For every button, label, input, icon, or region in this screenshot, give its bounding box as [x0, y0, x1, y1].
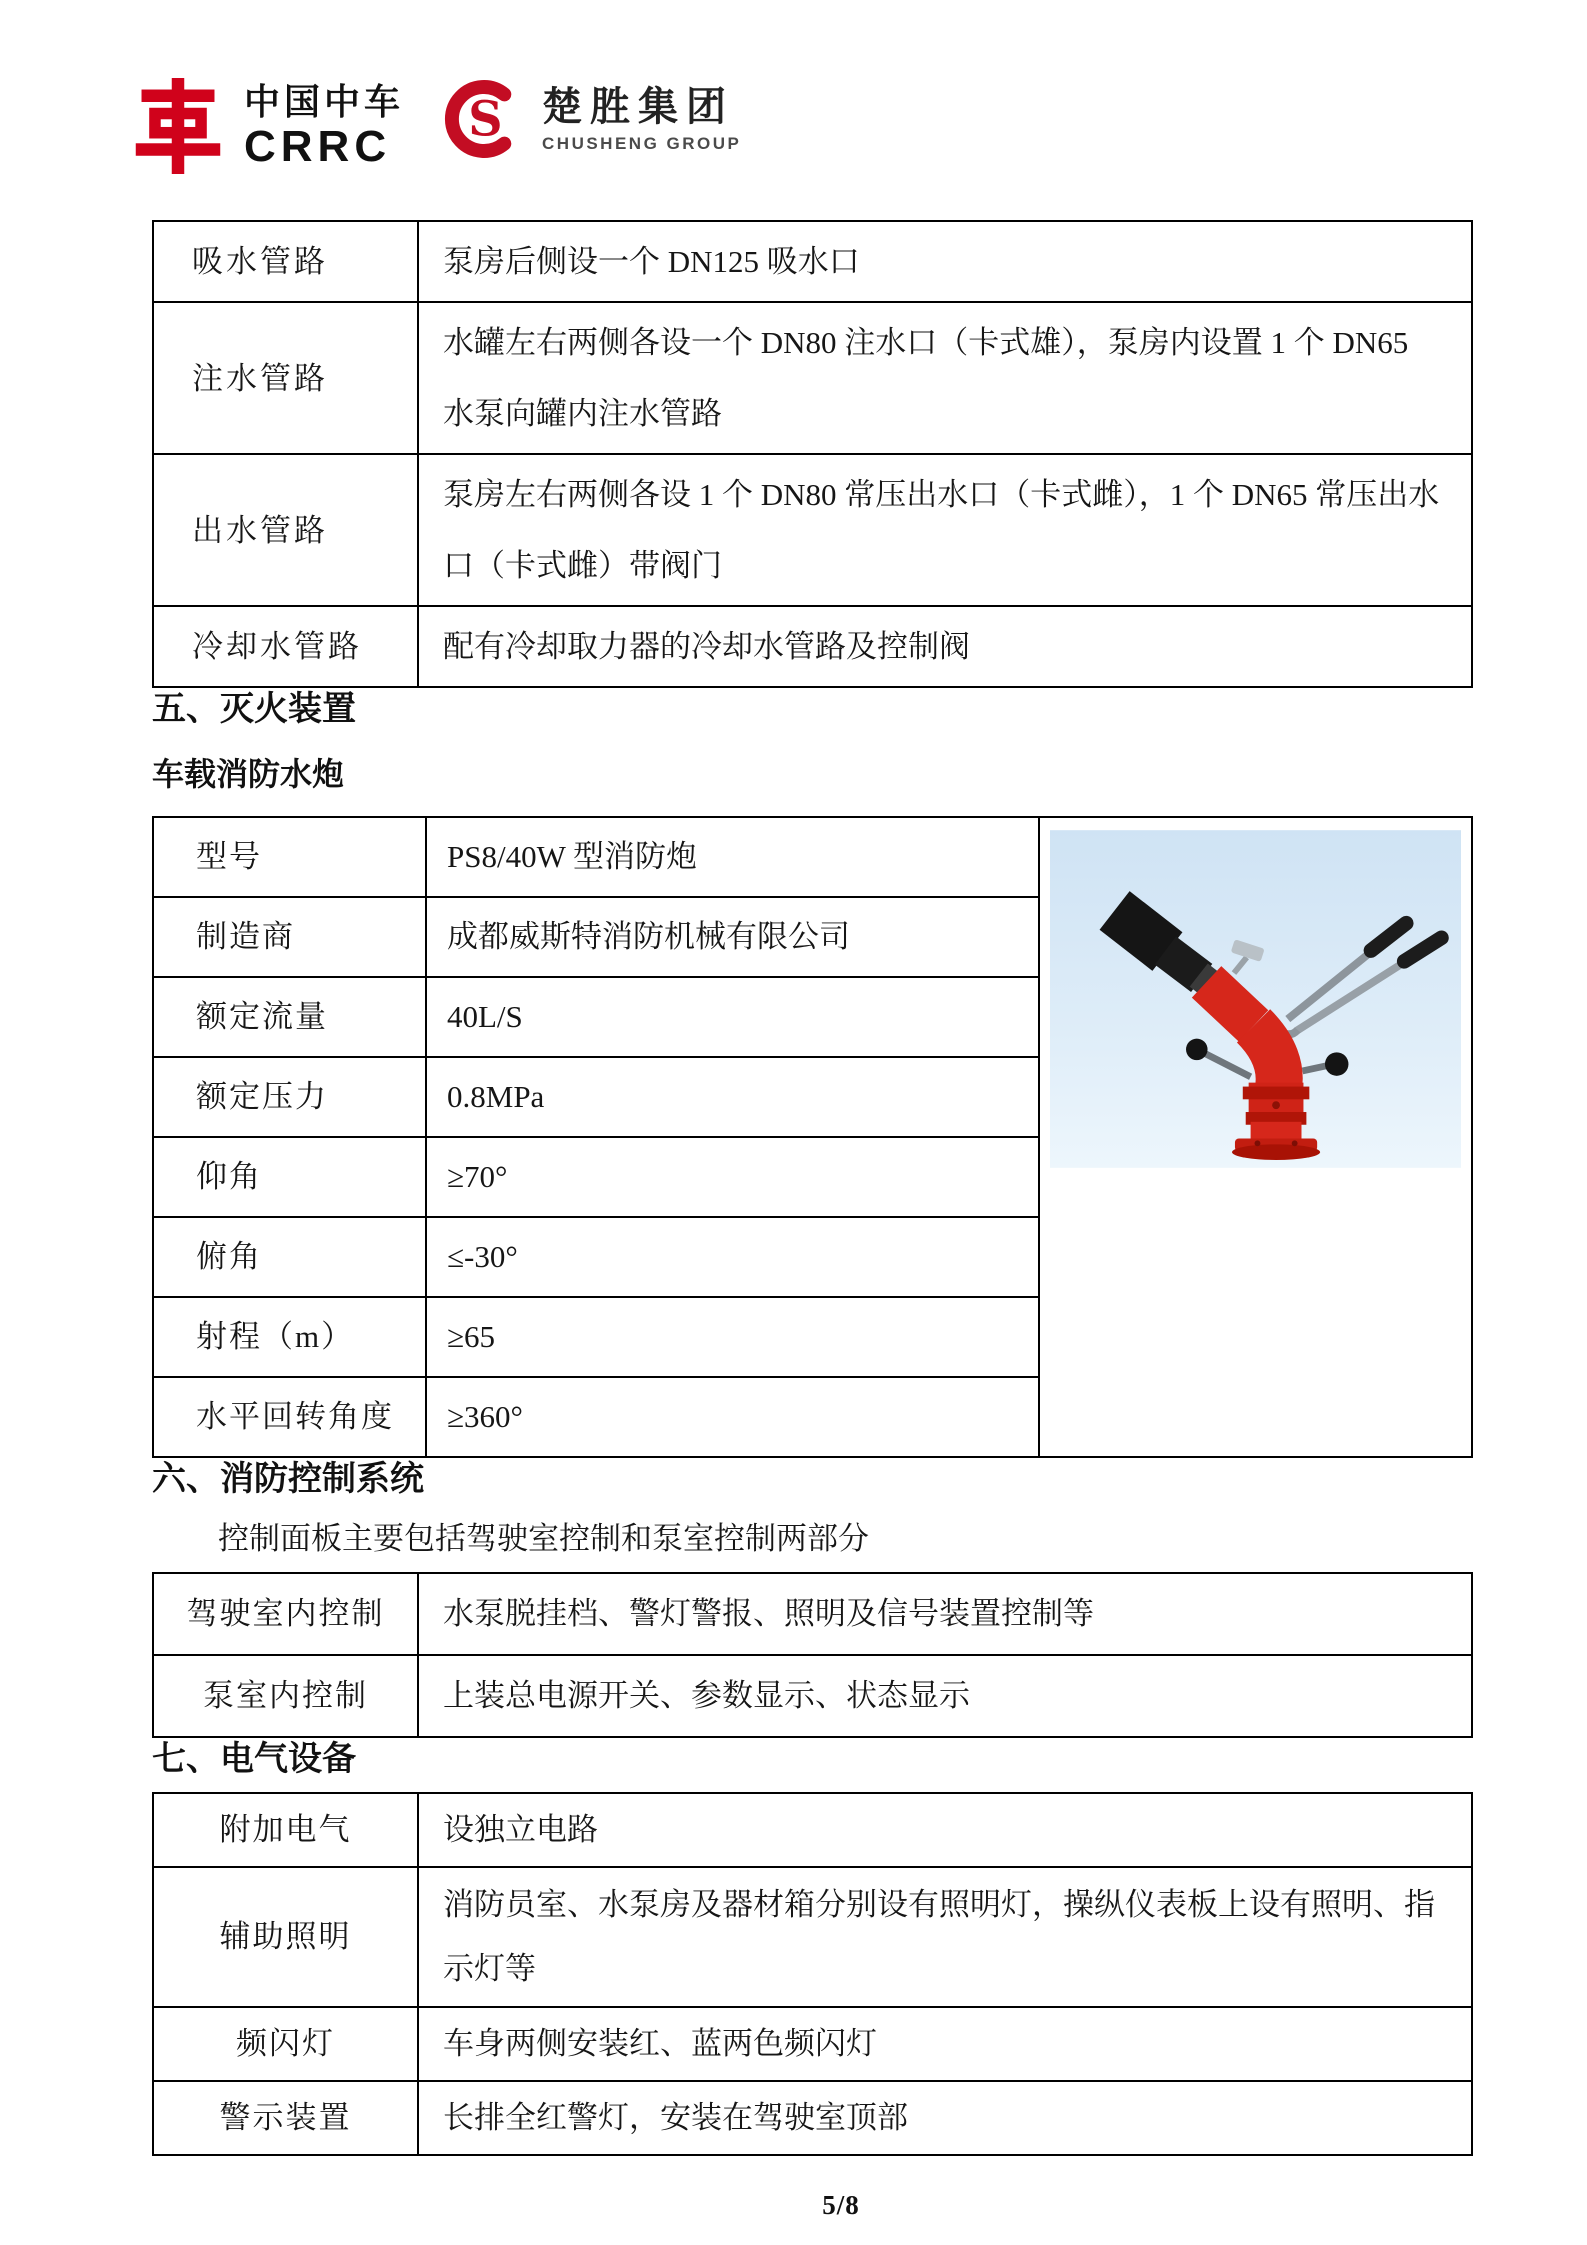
table-row: [153, 221, 1472, 302]
row-label: 仰角: [153, 1137, 426, 1217]
row-label: 型号: [153, 817, 426, 897]
row-label: 额定流量: [153, 977, 426, 1057]
row-label: 制造商: [153, 897, 426, 977]
row-value: ≥70°: [426, 1137, 1039, 1217]
row-label: 频闪灯: [153, 2007, 418, 2081]
crrc-name-cn: 中国中车: [244, 81, 405, 122]
row-value: ≥360°: [426, 1377, 1039, 1457]
table-row: [153, 302, 1472, 454]
crrc-logo-text: [244, 82, 404, 170]
row-value: 0.8MPa: [426, 1057, 1039, 1137]
page-header: [0, 0, 1587, 190]
row-label: 水平回转角度: [153, 1377, 426, 1457]
section-6-paragraph: 控制面板主要包括驾驶室控制和泵室控制两部分: [218, 1521, 869, 1556]
row-label: 冷却水管路: [153, 606, 418, 687]
crrc-logo: [130, 78, 404, 174]
section-6-title: 六、消防控制系统: [152, 1460, 424, 1498]
row-label: 俯角: [153, 1217, 426, 1297]
row-label: 额定压力: [153, 1057, 426, 1137]
chusheng-name-cn: 楚胜集团: [542, 84, 735, 129]
table-row: [153, 2007, 1472, 2081]
water-piping-table: [152, 220, 1473, 688]
control-system-table: [152, 1572, 1473, 1738]
row-value: 泵房后侧设一个 DN125 吸水口: [418, 221, 1472, 302]
table-row: [153, 1867, 1472, 2007]
row-label: 泵室内控制: [153, 1655, 418, 1737]
crrc-logo-icon: [130, 78, 226, 174]
fire-monitor-image-cell: [1039, 817, 1472, 1457]
page-number: 5/8: [822, 2190, 860, 2220]
row-label: 附加电气: [153, 1793, 418, 1867]
section-5-title: 五、灭火装置: [152, 690, 356, 728]
chusheng-name-en: CHUSHENG GROUP: [542, 133, 742, 153]
row-value: 消防员室、水泵房及器材箱分别设有照明灯，操纵仪表板上设有照明、指示灯等: [418, 1867, 1472, 2007]
row-label: 辅助照明: [153, 1867, 418, 2007]
row-label: 警示装置: [153, 2081, 418, 2155]
electric-equipment-table: [152, 1792, 1473, 2156]
table-row: [153, 2081, 1472, 2155]
row-value: 40L/S: [426, 977, 1039, 1057]
table-row: [153, 1655, 1472, 1737]
section-5-subtitle: 车载消防水炮: [152, 756, 345, 792]
svg-text:S: S: [468, 91, 503, 148]
crrc-name-en: CRRC: [244, 122, 392, 171]
row-value: 泵房左右两侧各设 1 个 DN80 常压出水口（卡式雌），1 个 DN65 常压出水口（卡式雌）带阀门: [418, 454, 1472, 606]
chusheng-logo-text: [542, 84, 741, 155]
row-value: 上装总电源开关、参数显示、状态显示: [418, 1655, 1472, 1737]
row-label: 吸水管路: [153, 221, 418, 302]
row-label: 射程（m）: [153, 1297, 426, 1377]
row-value: PS8/40W 型消防炮: [426, 817, 1039, 897]
row-label: 出水管路: [153, 454, 418, 606]
row-value: ≤-30°: [426, 1217, 1039, 1297]
table-row: [153, 454, 1472, 606]
table-row: [153, 1793, 1472, 1867]
table-row: [153, 1573, 1472, 1655]
row-value: 水罐左右两侧各设一个 DN80 注水口（卡式雄），泵房内设置 1 个 DN65 水泵向罐内注水管路: [418, 302, 1472, 454]
row-value: 水泵脱挂档、警灯警报、照明及信号装置控制等: [418, 1573, 1472, 1655]
row-value: 长排全红警灯，安装在驾驶室顶部: [418, 2081, 1472, 2155]
row-label: 注水管路: [153, 302, 418, 454]
section-7-title: 七、电气设备: [152, 1740, 356, 1778]
table-row: [153, 606, 1472, 687]
chusheng-logo: [442, 78, 741, 160]
fire-monitor-spec-table: [152, 816, 1473, 1458]
row-value: 配有冷却取力器的冷却水管路及控制阀: [418, 606, 1472, 687]
row-value: 成都威斯特消防机械有限公司: [426, 897, 1039, 977]
row-value: 车身两侧安装红、蓝两色频闪灯: [418, 2007, 1472, 2081]
row-value: ≥65: [426, 1297, 1039, 1377]
table-row: [153, 817, 1472, 897]
fire-monitor-image: [1050, 830, 1461, 1168]
row-label: 驾驶室内控制: [153, 1573, 418, 1655]
chusheng-logo-icon: [442, 78, 524, 160]
row-value: 设独立电路: [418, 1793, 1472, 1867]
